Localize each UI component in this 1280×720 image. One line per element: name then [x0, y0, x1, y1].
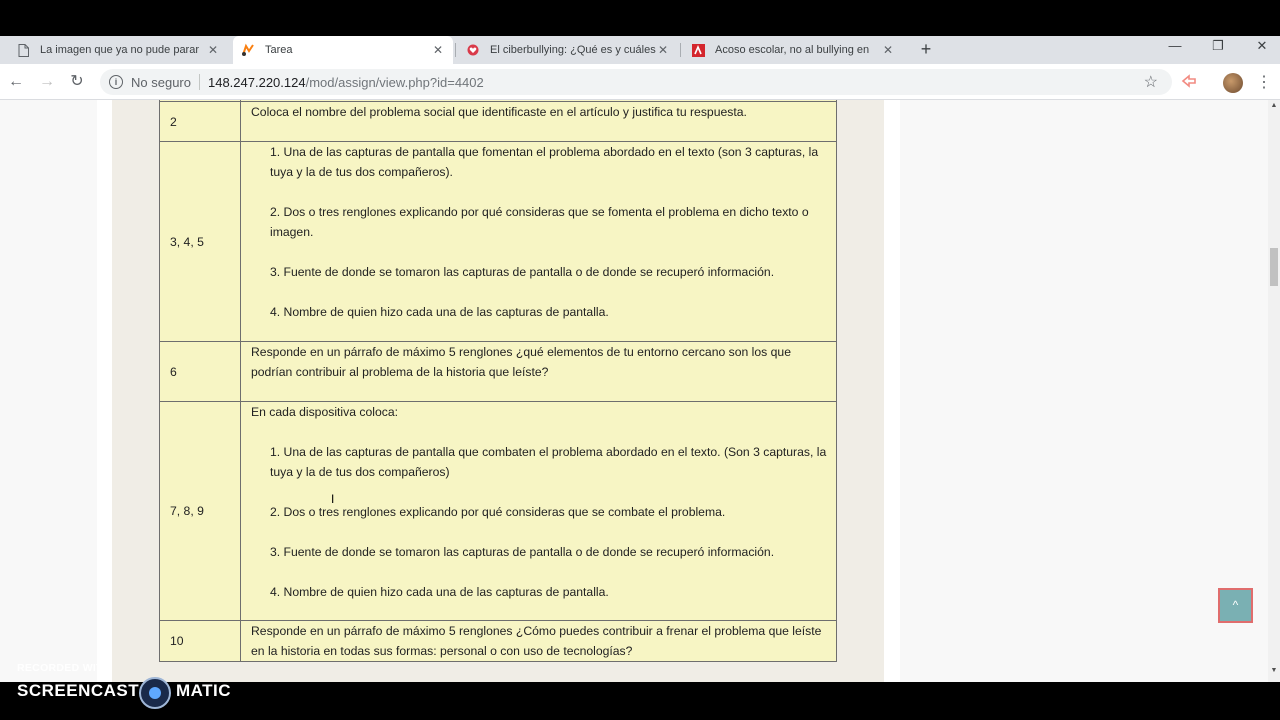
tab-label: Tarea: [265, 44, 293, 56]
line-gap: [251, 562, 833, 582]
tab-separator: [455, 43, 456, 57]
table-row: [160, 621, 837, 662]
scrollbar[interactable]: [1268, 100, 1280, 682]
row-description: [241, 342, 837, 402]
tab-ciberbullying[interactable]: [458, 36, 678, 64]
watermark-brand-right: MATIC: [176, 681, 232, 700]
line-gap: [251, 282, 833, 302]
line-gap: [251, 482, 833, 502]
instruction-line: 1. Una de las capturas de pantalla que combaten el problema abordado en el texto. (Son 3 capturas, la tuya y la de tus dos compañeros): [270, 445, 827, 479]
row-description: [241, 142, 837, 342]
instruction-line: 4. Nombre de quien hizo cada una de las capturas de pantalla.: [270, 585, 609, 599]
row-description: [241, 621, 837, 662]
watermark-recorded: RECORDED WITH: [17, 662, 111, 674]
url-host: 148.247.220.124: [207, 74, 306, 90]
instruction-line: Responde en un párrafo de máximo 5 renglones ¿qué elementos de tu entorno cercano son los que podrían contribuir al problema de la historia que leíste?: [251, 345, 791, 379]
close-tab-icon[interactable]: ✕: [432, 43, 444, 57]
instruction-line: 2. Dos o tres renglones explicando por qué consideras que se fomenta el problema en dicho texto o imagen.: [270, 205, 809, 239]
close-tab-icon[interactable]: ✕: [207, 43, 219, 57]
url-path: /mod/assign/view.php?id=4402: [305, 74, 484, 90]
row-number: 7, 8, 9: [160, 402, 241, 621]
scroll-down-icon[interactable]: ▼: [1270, 667, 1278, 674]
row-number: 3, 4, 5: [160, 142, 241, 342]
extension-icon[interactable]: [1180, 73, 1198, 91]
back-button[interactable]: ←: [8, 73, 24, 90]
row-number: 6: [160, 342, 241, 402]
instruction-line: 2. Dos o tres renglones explicando por qué consideras que se combate el problema.: [270, 505, 726, 519]
instruction-line: 4. Nombre de quien hizo cada una de las capturas de pantalla.: [270, 305, 609, 319]
tasks-table: [159, 100, 837, 662]
browser-toolbar: [0, 64, 1280, 100]
close-tab-icon[interactable]: ✕: [657, 43, 669, 57]
moodle-icon: [241, 43, 255, 57]
instruction-line: En cada dispositiva coloca:: [251, 405, 399, 419]
scrollbar-thumb[interactable]: [1270, 248, 1278, 286]
line-gap: [251, 522, 833, 542]
row-number: 10: [160, 621, 241, 662]
avatar[interactable]: [1223, 73, 1243, 93]
back-to-top-button[interactable]: ^: [1218, 588, 1253, 623]
new-tab-button[interactable]: +: [920, 39, 932, 59]
info-icon[interactable]: i: [109, 75, 123, 89]
table-row: [160, 102, 837, 142]
instruction-line: Responde en un párrafo de máximo 5 renglones ¿Cómo puedes contribuir a frenar el problema que leíste en la historia en todas sus formas: personal o con uso de tecnologías?: [251, 624, 822, 658]
minimize-button[interactable]: —: [1168, 38, 1182, 53]
tab-imagen[interactable]: [8, 36, 228, 64]
watermark-brand-left: SCREENCAST: [17, 681, 140, 700]
tab-label: La imagen que ya no pude parar: [40, 44, 200, 56]
tab-label: El ciberbullying: ¿Qué es y cuáles: [490, 44, 656, 56]
instruction-line: Coloca el nombre del problema social que identificaste en el artículo y justifica tu respuesta.: [251, 105, 747, 119]
reload-button[interactable]: ↻: [70, 73, 84, 90]
heart-icon: [466, 43, 480, 57]
line-gap: [251, 422, 833, 442]
instruction-line: 3. Fuente de donde se tomaron las capturas de pantalla o de donde se recuperó información.: [270, 545, 775, 559]
star-icon[interactable]: ☆: [1143, 74, 1158, 91]
tab-label: Acoso escolar, no al bullying en: [715, 44, 870, 56]
tab-strip: [0, 36, 1280, 64]
top-black-bar: [0, 0, 1280, 36]
text-cursor-icon: I: [331, 492, 335, 506]
line-gap: [251, 182, 833, 202]
table-row: [160, 142, 837, 342]
close-window-button[interactable]: ✕: [1256, 38, 1268, 53]
close-tab-icon[interactable]: ✕: [882, 43, 894, 57]
line-gap: [251, 242, 833, 262]
instruction-line: 3. Fuente de donde se tomaron las capturas de pantalla o de donde se recuperó información.: [270, 265, 775, 279]
omnibox-divider: [199, 74, 200, 90]
security-label: No seguro: [131, 74, 191, 90]
tab-separator: [680, 43, 681, 57]
table-row: [160, 402, 837, 621]
restore-button[interactable]: ❐: [1212, 38, 1224, 53]
document-icon: [16, 43, 30, 57]
instruction-line: 1. Una de las capturas de pantalla que fomentan el problema abordado en el texto (son 3 capturas, la tuya y la de tus dos compañeros).: [270, 145, 819, 179]
red-square-icon: [691, 43, 705, 57]
address-bar[interactable]: [100, 69, 1172, 95]
table-row: [160, 342, 837, 402]
menu-icon[interactable]: ⋮: [1256, 74, 1272, 91]
screencast-logo-icon: [139, 677, 171, 709]
scroll-up-icon[interactable]: ▲: [1270, 102, 1278, 109]
row-number: 2: [160, 102, 241, 142]
tab-acoso-escolar[interactable]: [683, 36, 903, 64]
forward-button[interactable]: →: [39, 73, 55, 90]
row-description: [241, 102, 837, 142]
page-viewport: [0, 100, 1268, 682]
tab-tarea[interactable]: [233, 36, 453, 64]
row-description: [241, 402, 837, 621]
